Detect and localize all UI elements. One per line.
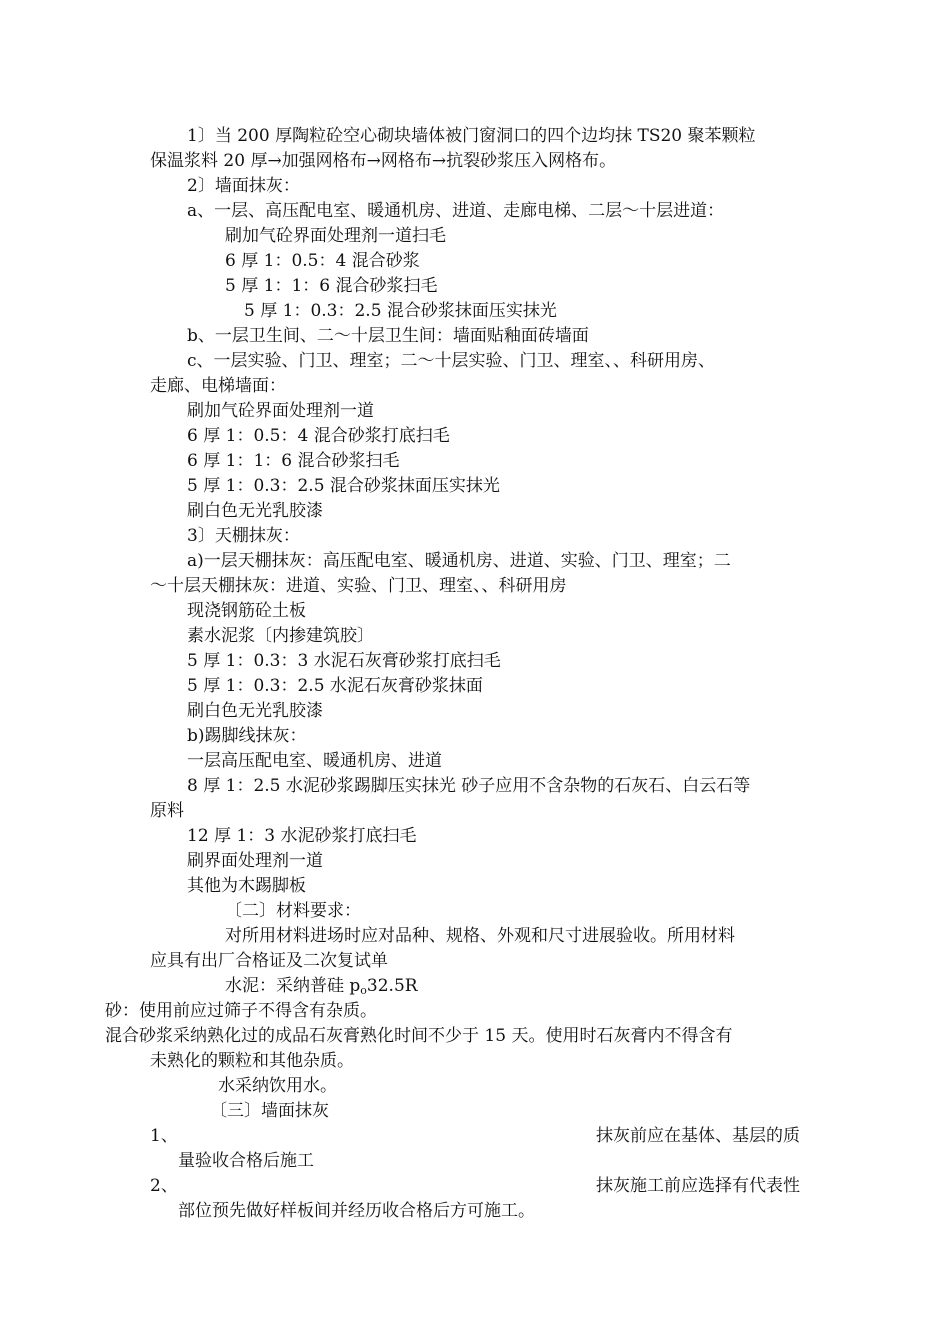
text-line: 5 厚 1：1：6 混合砂浆扫毛 (225, 276, 438, 296)
text-line: 水采纳饮用水。 (218, 1076, 337, 1096)
text-line: 刷加气砼界面处理剂一道 (187, 401, 374, 421)
subscript: o (360, 984, 367, 997)
text-line: 刷界面处理剂一道 (187, 851, 323, 871)
text-line: 量验收合格后施工 (178, 1151, 314, 1171)
text-line: 刷白色无光乳胶漆 (187, 501, 323, 521)
text-line: 部位预先做好样板间并经历收合格后方可施工。 (178, 1201, 535, 1221)
list-number: 1、 (150, 1126, 178, 1146)
text-line: 原料 (150, 801, 184, 821)
text-line: 6 厚 1：1：6 混合砂浆扫毛 (187, 451, 400, 471)
text-line: a、一层、高压配电室、暖通机房、进道、走廊电梯、二层～十层进道： (187, 201, 725, 221)
text-line: 5 厚 1：0.3：3 水泥石灰膏砂浆打底扫毛 (187, 651, 501, 671)
section-heading: 〔三〕墙面抹灰 (210, 1101, 329, 1121)
text-line: 1〕当 200 厚陶粒砼空心砌块墙体被门窗洞口的四个边均抹 TS20 聚苯颗粒 (187, 126, 756, 146)
text-line: 走廊、电梯墙面： (150, 376, 286, 396)
text-line: 抹灰施工前应选择有代表性 (596, 1176, 800, 1196)
text-line: b)踢脚线抹灰： (187, 726, 307, 746)
text-line: 现浇钢筋砼土板 (187, 601, 306, 621)
text-line: 未熟化的颗粒和其他杂质。 (150, 1051, 354, 1071)
text-line: 5 厚 1：0.3：2.5 混合砂浆抹面压实抹光 (244, 301, 557, 321)
text-line: 保温浆料 20 厚→加强网格布→网格布→抗裂砂浆压入网格布。 (150, 151, 617, 171)
text-line: c、一层实验、门卫、理室；二～十层实验、门卫、理室、、科研用房、 (187, 351, 716, 371)
text-line: 应具有出厂合格证及二次复试单 (150, 951, 388, 971)
text-line: 刷白色无光乳胶漆 (187, 701, 323, 721)
text-span: 水泥：采纳普硅 p (225, 976, 361, 996)
text-line: 6 厚 1：0.5：4 混合砂浆 (225, 251, 420, 271)
text-line: 其他为木踢脚板 (187, 876, 306, 896)
text-line: 5 厚 1：0.3：2.5 水泥石灰膏砂浆抹面 (187, 676, 483, 696)
text-span: 32.5R (366, 976, 418, 996)
text-line: 刷加气砼界面处理剂一道扫毛 (225, 226, 446, 246)
text-line: 砂：使用前应过筛子不得含有杂质。 (105, 1001, 377, 1021)
text-line: 5 厚 1：0.3：2.5 混合砂浆抹面压实抹光 (187, 476, 500, 496)
section-heading: 2〕墙面抹灰： (187, 176, 300, 196)
text-line: 8 厚 1：2.5 水泥砂浆踢脚压实抹光 砂子应用不含杂物的石灰石、白云石等 (187, 776, 751, 796)
section-heading: 3〕天棚抹灰： (187, 526, 300, 546)
text-line: 素水泥浆〔内掺建筑胶〕 (187, 626, 374, 646)
text-line: 抹灰前应在基体、基层的质 (596, 1126, 800, 1146)
text-line: a)一层天棚抹灰：高压配电室、暖通机房、进道、实验、门卫、理室；二 (187, 551, 731, 571)
text-line: b、一层卫生间、二～十层卫生间：墙面贴釉面砖墙面 (187, 326, 589, 346)
section-heading: 〔二〕材料要求： (225, 901, 361, 921)
text-line: 混合砂浆采纳熟化过的成品石灰膏熟化时间不少于 15 天。使用时石灰膏内不得含有 (105, 1026, 733, 1046)
text-line: 一层高压配电室、暖通机房、进道 (187, 751, 442, 771)
text-line: ～十层天棚抹灰：进道、实验、门卫、理室、、科研用房 (150, 576, 567, 596)
text-line: 6 厚 1：0.5：4 混合砂浆打底扫毛 (187, 426, 450, 446)
list-number: 2、 (150, 1176, 178, 1196)
text-line: 对所用材料进场时应对品种、规格、外观和尺寸进展验收。所用材料 (225, 926, 735, 946)
text-line: 12 厚 1：3 水泥砂浆打底扫毛 (187, 826, 417, 846)
